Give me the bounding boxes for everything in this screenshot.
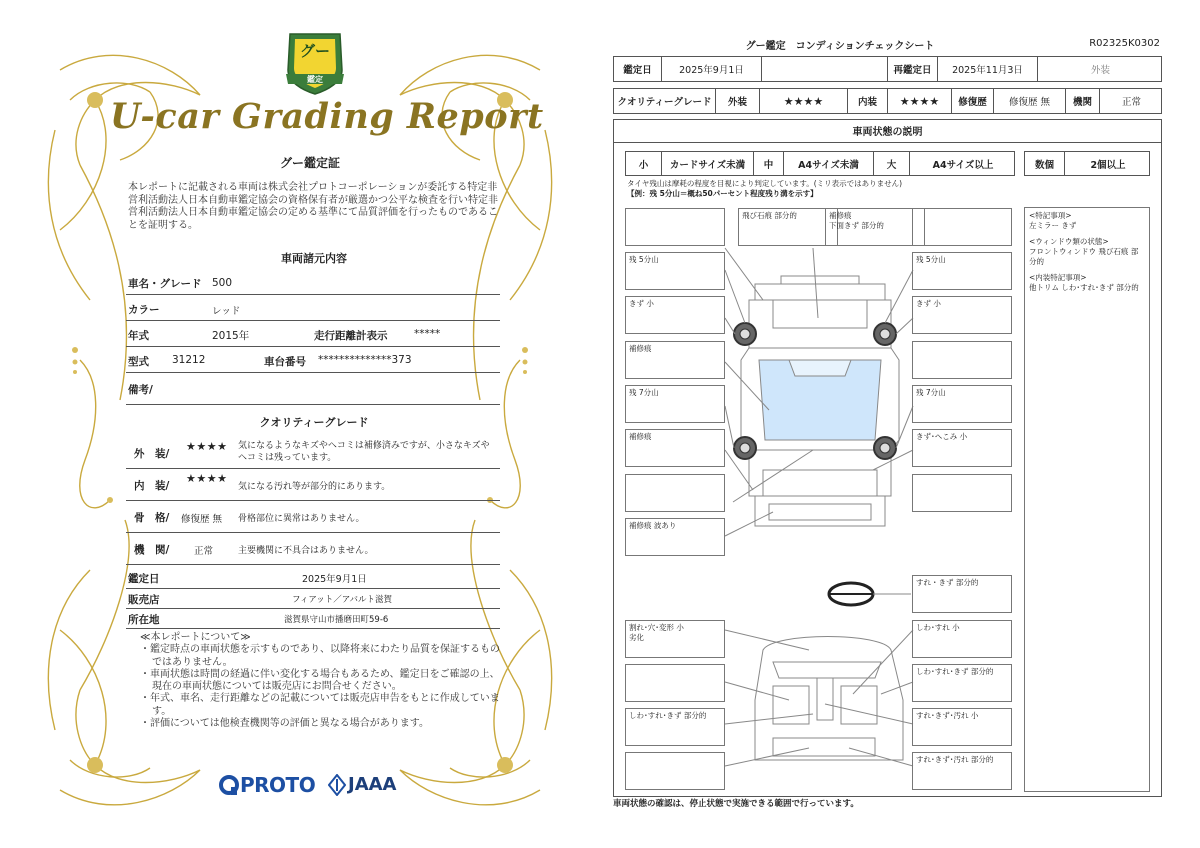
certificate-body: 本レポートに記載される車両は株式会社プロトコーポレーションが委託する特定非営利活動法人日本自動車鑑定協会の資格保有者が厳選かつ公平な検査を行い特定非営利活動法人日本自動車鑑定協会の定める基準にて品質評価を行ったものであることを証明する。 (128, 182, 498, 231)
annotation-box: きず･へこみ 小 (912, 429, 1012, 467)
frame-label: 骨 格/ (134, 512, 170, 524)
annotation-box: しわ･すれ･きず 部分的 (625, 708, 725, 746)
annotation-box (912, 341, 1012, 379)
legend-count-desc: 2個以上 (1090, 159, 1126, 171)
annotation-box: 飛び石痕 部分的 (738, 208, 838, 246)
date-label: 鑑定日 (614, 57, 662, 81)
proto-logo (218, 772, 318, 798)
info-row-date (126, 566, 500, 589)
chassis-label: 車台番号 (264, 356, 306, 368)
year-label: 年式 (128, 330, 149, 342)
annotation-box (625, 664, 725, 702)
special-group (1029, 237, 1145, 267)
interior-text: 気になる汚れ等が部分的にあります。 (238, 482, 391, 492)
address-value: 滋賀県守山市播磨田町59-6 (284, 615, 389, 625)
remarks-label: 備考/ (128, 384, 153, 396)
dealer-value: フィアット／アバルト滋賀 (292, 595, 393, 605)
dealer-label: 販売店 (128, 594, 160, 606)
name-label: 車名・グレード (128, 278, 202, 290)
year-value: 2015年 (212, 330, 250, 342)
special-group (1029, 211, 1145, 231)
repair-value: 修復歴 無 (994, 89, 1066, 113)
exterior-label: 外 装/ (134, 448, 170, 460)
special-value: フロントウィンドウ 飛び石痕 部分的 (1029, 247, 1139, 266)
tire-note-line2: 【例：残 5分山＝概ね50パーセント程度残り溝を示す】 (627, 189, 818, 198)
annotation-box: きず 小 (625, 296, 725, 334)
int-label: 内装 (848, 89, 888, 113)
legend-small: 小 (626, 152, 662, 175)
grade-row-exterior (126, 434, 500, 469)
quality-heading: クオリティーグレード (259, 416, 369, 429)
annotation-box: 補修痕 (625, 429, 725, 467)
grade-label: クオリティーグレード (614, 89, 716, 113)
count-legend (1024, 151, 1150, 176)
engine-label: 機 関/ (134, 544, 170, 556)
report-notes (140, 632, 500, 730)
legend-medium: 中 (754, 152, 784, 175)
certificate-title: グー鑑定証 (279, 156, 340, 170)
grade-row-interior (126, 470, 500, 501)
legend-large: 大 (874, 152, 910, 175)
exterior-text: 気になるようなキズやヘコミは補修済みですが、小さなキズやヘコミは残っています。 (238, 441, 490, 463)
size-legend (625, 151, 1015, 176)
annotation-box (912, 474, 1012, 512)
model-label: 型式 (128, 356, 149, 368)
ext-stars: ★★★★ (760, 89, 848, 113)
spec-row-remarks (126, 374, 500, 405)
annotation-box: 補修痕 (625, 341, 725, 379)
tire-note (627, 179, 987, 199)
annotation-box: すれ・きず 部分的 (912, 575, 1012, 613)
ext-label: 外装 (716, 89, 760, 113)
annotation-box: 割れ･穴･変形 小 劣化 (625, 620, 725, 658)
grade-row-engine (126, 534, 500, 565)
annotation-box: 残 7分山 (625, 385, 725, 423)
interior-stars: ★★★★ (186, 472, 228, 485)
date-value: 2025年9月1日 (302, 574, 367, 585)
annotation-box: しわ･すれ･きず 部分的 (912, 664, 1012, 702)
exterior-stars: ★★★★ (186, 440, 228, 453)
note-item: ・車両状態は時間の経過に伴い変化する場合もあるため、鑑定日をご確認の上、現在の車両状態については販売店にお問合せください。 (140, 668, 500, 693)
info-row-dealer (126, 588, 500, 609)
grade-row (613, 88, 1162, 114)
annotation-box: しわ･すれ 小 (912, 620, 1012, 658)
annotation-box: すれ･きず･汚れ 小 (912, 708, 1012, 746)
legend-count: 数個 (1025, 152, 1065, 175)
annotation-box: きず 小 (912, 296, 1012, 334)
legend-large-desc: A4サイズ以上 (932, 159, 994, 171)
spec-row-name (126, 270, 500, 295)
special-group (1029, 273, 1145, 293)
address-label: 所在地 (128, 614, 160, 626)
annotation-box: 補修痕 波あり (625, 518, 725, 556)
annotation-box (625, 752, 725, 790)
legend-medium-desc: A4サイズ未満 (784, 152, 874, 175)
tire-note-line1: タイヤ残山は摩耗の程度を目視により判定しています。(ミリ表示ではありません) (627, 179, 903, 188)
frame-value: 修復歴 無 (181, 514, 223, 525)
report-title: U-car Grading Report (110, 96, 544, 137)
model-value: 31212 (172, 354, 206, 366)
jaaa-logo (328, 772, 408, 798)
spec-row-year (126, 322, 500, 347)
sheet-title: グー鑑定 コンディションチェックシート (745, 41, 935, 52)
special-heading: <内装特記事項> (1029, 273, 1087, 282)
badge-text-goo: グー (299, 42, 330, 60)
special-value: 他トリム しわ･すれ･きず 部分的 (1029, 283, 1139, 292)
special-heading: <ウィンドウ類の状態> (1029, 237, 1109, 246)
annotation-box (625, 208, 725, 246)
footer-note: 車両状態の確認は、停止状態で実施できる範囲で行っています。 (613, 799, 859, 809)
info-row-address (126, 608, 500, 629)
annotation-box: すれ･きず･汚れ 部分的 (912, 752, 1012, 790)
spec-heading: 車両諸元内容 (281, 252, 347, 265)
proto-text: PROTO (240, 773, 316, 797)
sheet-code: R02325K0302 (1089, 38, 1160, 49)
note-item: ・評価については他検査機関等の評価と異なる場合があります。 (140, 718, 429, 730)
date-blank (762, 57, 888, 81)
redate-scope: 外装 (1090, 65, 1110, 76)
chassis-value: **************373 (318, 354, 412, 366)
annotation-box (912, 208, 1012, 246)
special-value: 左ミラー きず (1029, 221, 1077, 230)
engine-value: 正常 (194, 546, 214, 557)
name-value: 500 (212, 277, 233, 289)
jaaa-mark-icon (328, 774, 346, 796)
engine-value: 正常 (1121, 97, 1141, 108)
annotation-box: 残 5分山 (625, 252, 725, 290)
condition-section-title: 車両状態の説明 (613, 119, 1162, 143)
note-item: ・鑑定時点の車両状態を示すものであり、以降将来にわたり品質を保証するものではありません。 (140, 644, 500, 668)
spec-row-model (126, 348, 500, 373)
color-value: レッド (212, 306, 241, 317)
annotation-box: 残 5分山 (912, 252, 1012, 290)
interior-label: 内 装/ (134, 480, 170, 492)
color-label: カラー (128, 304, 160, 316)
legend-small-desc: カードサイズ未満 (662, 152, 754, 175)
repair-label: 修復歴 (952, 89, 994, 113)
mileage-value: ***** (414, 328, 441, 340)
engine-label: 機関 (1066, 89, 1100, 113)
int-stars: ★★★★ (888, 89, 952, 113)
annotation-box: 補修痕 下面きず 部分的 (825, 208, 925, 246)
annotation-box (625, 474, 725, 512)
redate-value: 2025年11月3日 (938, 57, 1038, 81)
jaaa-text: JAAA (348, 774, 397, 795)
engine-text: 主要機関に不具合はありません。 (238, 546, 374, 556)
spec-row-color (126, 296, 500, 321)
special-notes-panel (1024, 207, 1150, 792)
date-label: 鑑定日 (128, 573, 160, 585)
date-row (613, 56, 1162, 82)
frame-text: 骨格部位に異常はありません。 (238, 514, 365, 524)
mileage-label: 走行距離計表示 (314, 330, 388, 342)
notes-title: ≪本レポートについて≫ (140, 632, 251, 643)
date-value: 2025年9月1日 (662, 57, 762, 81)
redate-label: 再鑑定日 (888, 57, 938, 81)
grade-row-frame (126, 502, 500, 533)
proto-mark-icon (218, 774, 240, 796)
annotation-box: 残 7分山 (912, 385, 1012, 423)
badge-text-kantei: 鑑定 (307, 75, 323, 84)
note-item: ・年式、車名、走行距離などの記載については販売店申告をもとに作成しています。 (140, 693, 500, 717)
special-heading: <特記事項> (1029, 211, 1072, 220)
